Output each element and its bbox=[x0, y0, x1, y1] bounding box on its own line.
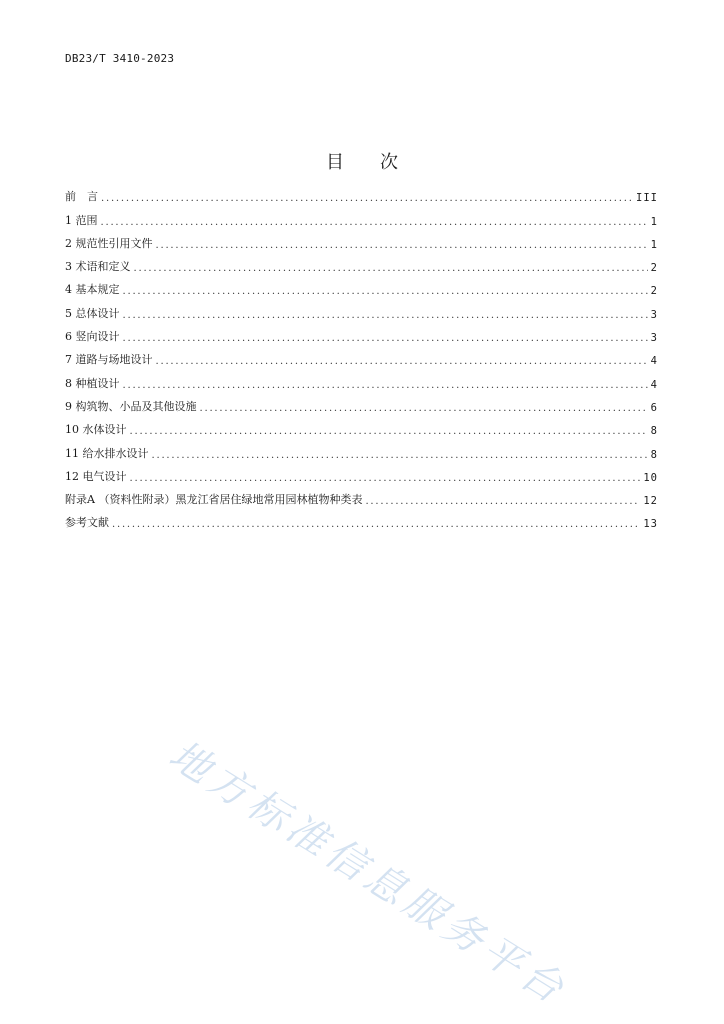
toc-entry-appendix-a[interactable] bbox=[65, 484, 658, 507]
toc-leader-dots bbox=[123, 333, 648, 344]
toc-entry-page: 4 bbox=[650, 378, 658, 391]
toc-entry-overall-design[interactable] bbox=[65, 297, 658, 320]
toc-entry-scope[interactable] bbox=[65, 204, 658, 227]
toc-leader-dots bbox=[134, 263, 648, 274]
toc-leader-dots bbox=[200, 403, 648, 414]
toc-entry-label: 8 种植设计 bbox=[65, 376, 120, 390]
toc-entry-page: 2 bbox=[650, 262, 658, 275]
toc-entry-label: 前 言 bbox=[65, 190, 98, 204]
toc-entry-page: 1 bbox=[650, 215, 658, 228]
toc-entry-page: 3 bbox=[650, 332, 658, 345]
toc-leader-dots bbox=[365, 496, 640, 507]
toc-leader-dots bbox=[112, 519, 640, 530]
toc-entry-label: 12 电气设计 bbox=[65, 469, 127, 483]
toc-entry-label: 4 基本规定 bbox=[65, 283, 120, 297]
toc-entry-page: 13 bbox=[643, 518, 658, 531]
toc-entry-page: 10 bbox=[643, 471, 658, 484]
toc-entry-vertical-design[interactable] bbox=[65, 321, 658, 344]
toc-leader-dots bbox=[156, 356, 648, 367]
toc-entry-page: 8 bbox=[650, 425, 658, 438]
toc-leader-dots bbox=[123, 286, 648, 297]
toc-leader-dots bbox=[130, 426, 648, 437]
watermark: 地方标准信息服务平台 bbox=[160, 731, 576, 1015]
toc-entry-page: 1 bbox=[650, 238, 658, 251]
page-title: 目次 bbox=[326, 152, 434, 173]
toc-entry-label: 3 术语和定义 bbox=[65, 260, 131, 274]
toc-entry-bibliography[interactable] bbox=[65, 507, 658, 530]
toc-leader-dots bbox=[101, 217, 648, 228]
toc-leader-dots bbox=[123, 380, 648, 391]
toc-entry-label: 参考文献 bbox=[65, 516, 109, 530]
toc-entry-electrical-design[interactable] bbox=[65, 461, 658, 484]
toc-leader-dots bbox=[101, 193, 633, 204]
toc-entry-road-site-design[interactable] bbox=[65, 344, 658, 367]
toc-entry-label: 10 水体设计 bbox=[65, 423, 127, 437]
toc-leader-dots bbox=[156, 240, 648, 251]
table-of-contents bbox=[65, 181, 658, 530]
toc-leader-dots bbox=[152, 450, 648, 461]
toc-entry-page: 2 bbox=[650, 285, 658, 298]
toc-entry-normative-references[interactable] bbox=[65, 228, 658, 251]
toc-entry-page: 6 bbox=[650, 401, 658, 414]
toc-entry-terms[interactable] bbox=[65, 251, 658, 274]
toc-entry-basic-provisions[interactable] bbox=[65, 274, 658, 297]
toc-entry-page: III bbox=[636, 192, 658, 205]
toc-entry-label: 6 竖向设计 bbox=[65, 330, 120, 344]
toc-entry-label: 附录A （资料性附录）黑龙江省居住绿地常用园林植物种类表 bbox=[65, 493, 363, 507]
toc-entry-page: 4 bbox=[650, 355, 658, 368]
toc-entry-label: 5 总体设计 bbox=[65, 306, 120, 320]
toc-entry-foreword[interactable] bbox=[65, 181, 658, 204]
toc-entry-page: 12 bbox=[643, 495, 658, 508]
toc-entry-water-supply-drainage[interactable] bbox=[65, 437, 658, 460]
toc-entry-label: 7 道路与场地设计 bbox=[65, 353, 153, 367]
toc-leader-dots bbox=[130, 473, 641, 484]
toc-entry-page: 8 bbox=[650, 448, 658, 461]
toc-entry-label: 2 规范性引用文件 bbox=[65, 236, 153, 250]
toc-entry-structures-facilities[interactable] bbox=[65, 391, 658, 414]
toc-entry-label: 11 给水排水设计 bbox=[65, 446, 149, 460]
toc-entry-planting-design[interactable] bbox=[65, 367, 658, 390]
toc-entry-label: 1 范围 bbox=[65, 213, 98, 227]
toc-leader-dots bbox=[123, 310, 648, 321]
toc-entry-label: 9 构筑物、小品及其他设施 bbox=[65, 399, 197, 413]
document-code: DB23/T 3410-2023 bbox=[65, 52, 175, 65]
toc-entry-page: 3 bbox=[650, 308, 658, 321]
toc-entry-water-body-design[interactable] bbox=[65, 414, 658, 437]
